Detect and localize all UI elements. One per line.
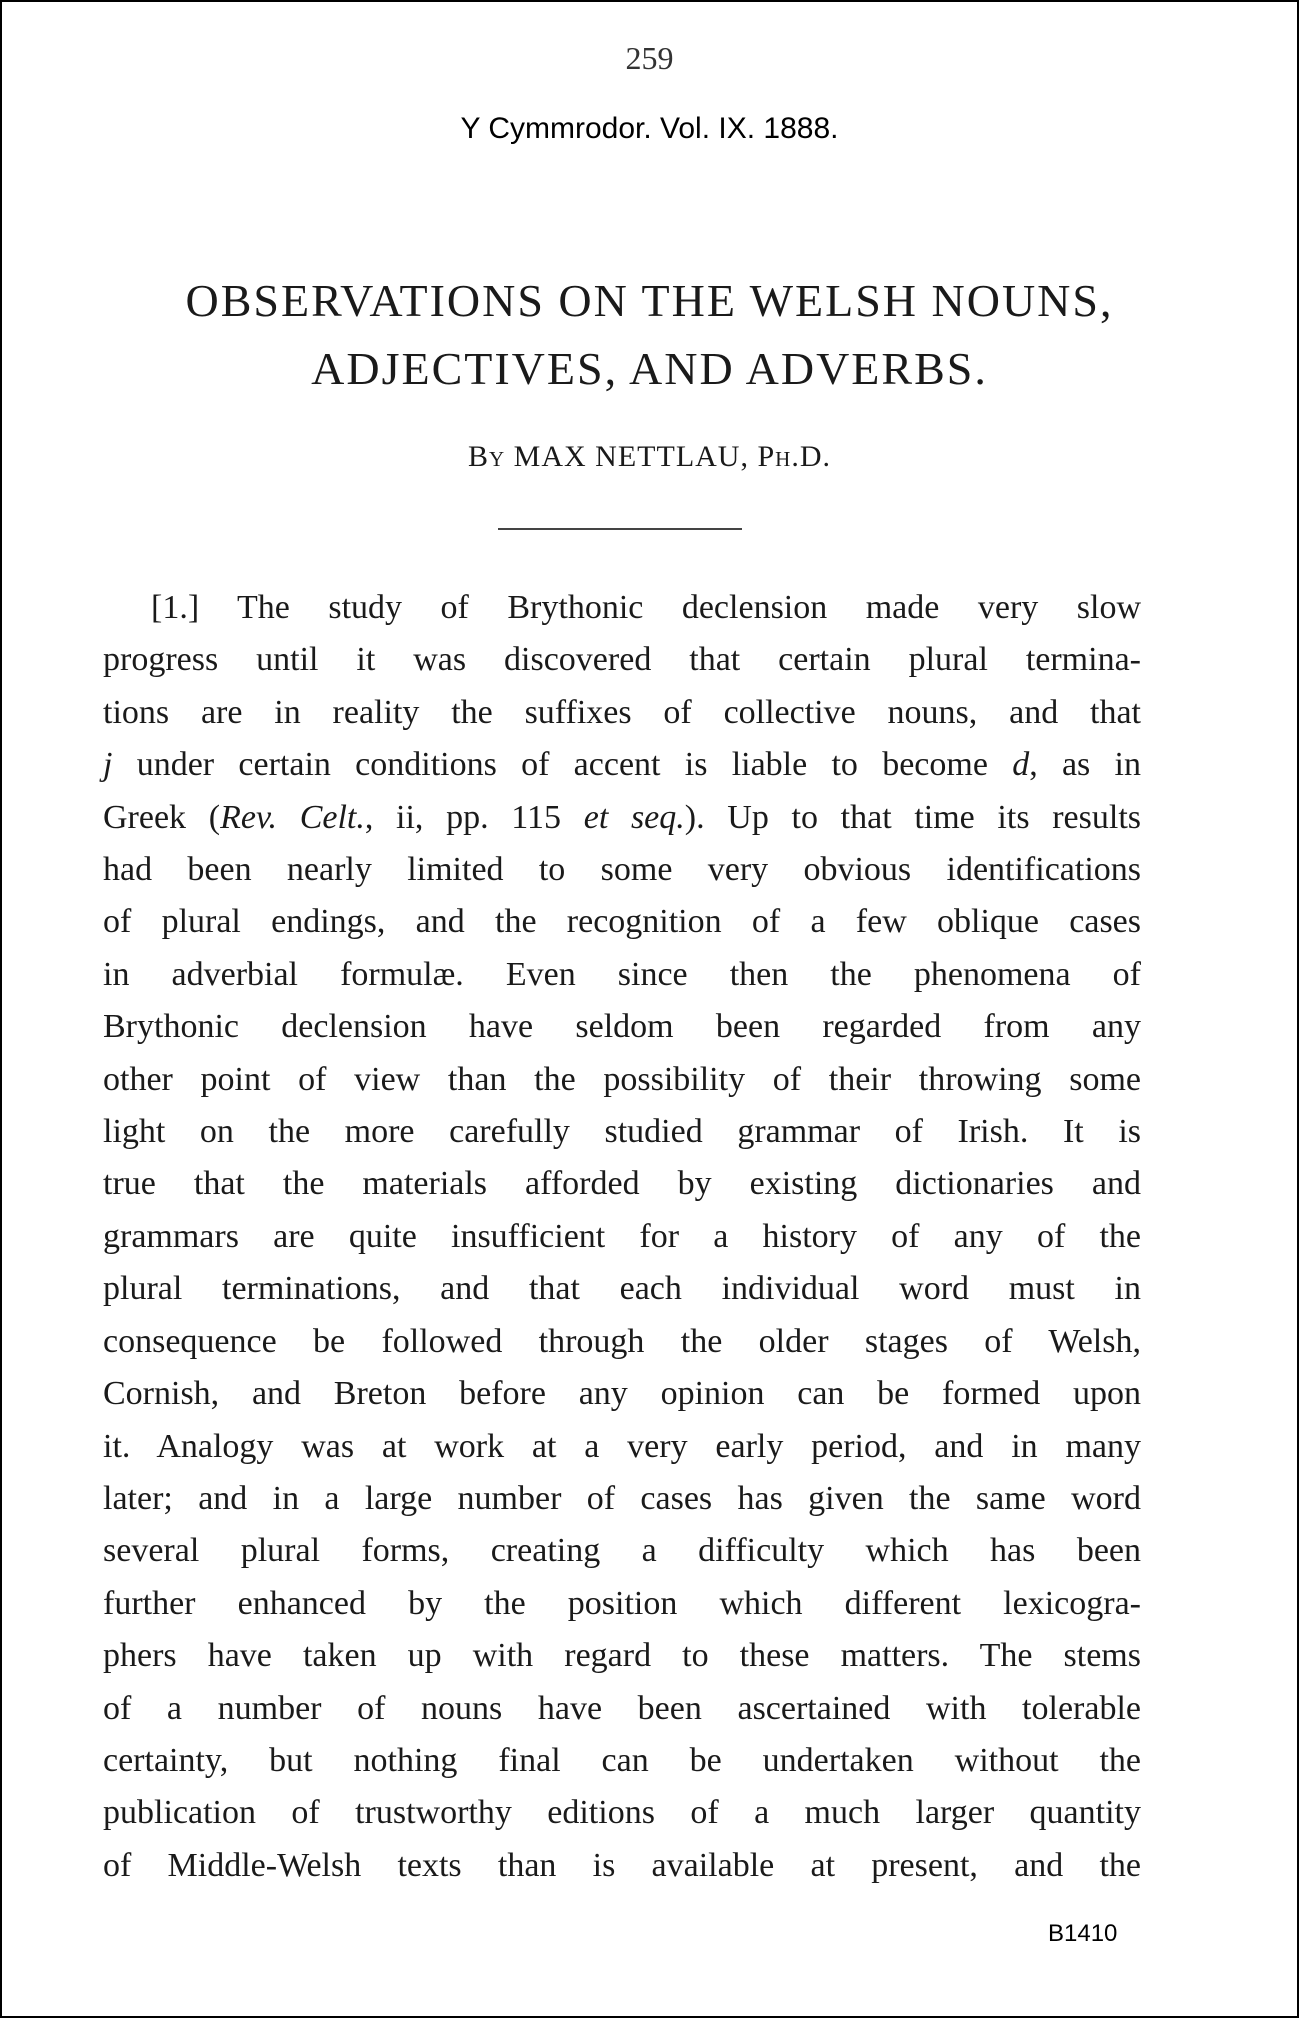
text-line: of a number of nouns have been ascertained with tolerable (103, 1689, 1141, 1727)
article-title-line-2: ADJECTIVES, AND ADVERBS. (311, 343, 988, 394)
text-line: progress until it was discovered that certain plural termina- (103, 641, 1141, 679)
text-line: [1.] The study of Brythonic declension made very slow (151, 589, 1141, 626)
text-line: further enhanced by the position which different lexicogra- (103, 1584, 1141, 1622)
text-line: true that the materials afforded by existing dictionaries and (103, 1165, 1141, 1203)
text-line: several plural forms, creating a difficulty which has been (103, 1532, 1141, 1570)
text-line: of plural endings, and the recognition of a few oblique cases (103, 903, 1141, 941)
text-line: plural terminations, and that each individual word must in (103, 1270, 1141, 1308)
text-line: later; and in a large number of cases has given the same word (103, 1479, 1141, 1517)
page-number: 259 (625, 40, 674, 76)
text-line: of Middle-Welsh texts than is available at present, and the (103, 1846, 1141, 1884)
catalog-code: B1410 (1048, 1920, 1118, 1947)
text-line: tions are in reality the suffixes of collective nouns, and that (103, 693, 1141, 731)
text-line: in adverbial formulæ. Even since then the phenomena of (103, 955, 1141, 993)
text-line: it. Analogy was at work at a very early period, and in many (103, 1427, 1141, 1465)
text-line: certainty, but nothing final can be undertaken without the (103, 1741, 1141, 1779)
text-line: publication of trustworthy editions of a much larger quantity (103, 1794, 1141, 1832)
text-line: Cornish, and Breton before any opinion can be formed upon (103, 1375, 1141, 1413)
text-line: had been nearly limited to some very obvious identifications (103, 851, 1141, 889)
text-line: consequence be followed through the older stages of Welsh, (103, 1322, 1141, 1360)
text-line: Greek (Rev. Celt., ii, pp. 115 et seq.). Up to that time its results (103, 798, 1142, 836)
text-line: Brythonic declension have seldom been regarded from any (103, 1008, 1141, 1046)
text-line: grammars are quite insufficient for a history of any of the (103, 1217, 1141, 1255)
journal-reference: Y Cymmrodor. Vol. IX. 1888. (460, 112, 839, 145)
author-degree: Ph.D. (757, 440, 831, 473)
author-name: MAX NETTLAU, (513, 440, 749, 473)
section-divider (498, 528, 742, 530)
article-title-line-1: OBSERVATIONS ON THE WELSH NOUNS, (185, 275, 1114, 326)
text-line: phers have taken up with regard to these matters. The stems (103, 1637, 1141, 1675)
text-line: j under certain conditions of accent is liable to become d, as in (103, 746, 1141, 784)
author-byline (0, 440, 1299, 474)
text-line: light on the more carefully studied grammar of Irish. It is (103, 1113, 1141, 1151)
author-by: By (467, 440, 506, 473)
text-line: other point of view than the possibility of their throwing some (103, 1060, 1141, 1098)
body-text (103, 582, 1141, 1892)
